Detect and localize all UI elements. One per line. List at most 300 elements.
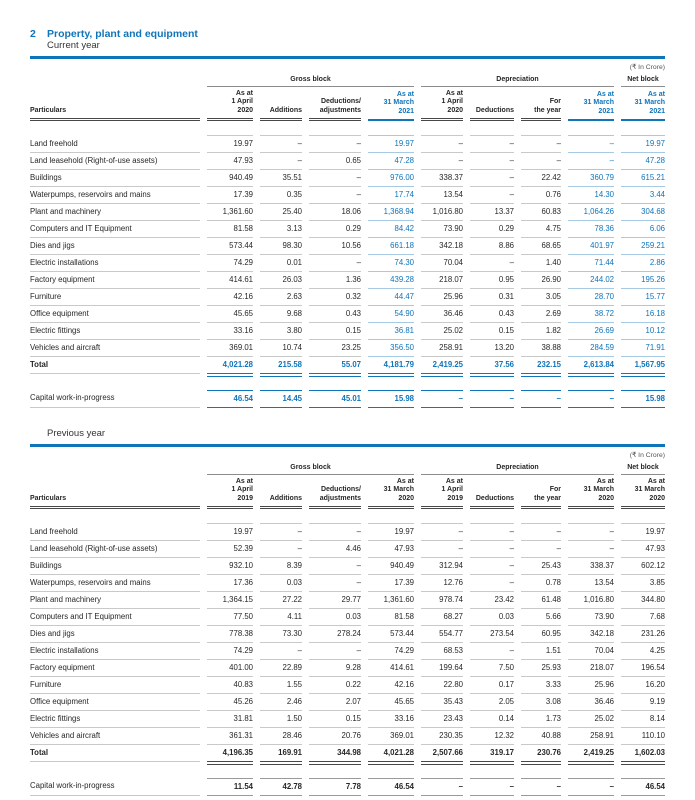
- cell-value: 196.54: [621, 660, 665, 677]
- previous-year-caption: Previous year: [47, 428, 106, 439]
- table-row: [30, 609, 665, 626]
- cell-value: 0.95: [470, 272, 514, 289]
- cell-value: 615.21: [621, 170, 665, 187]
- row-label: Factory equipment: [30, 272, 200, 289]
- total-value: 2,419.25: [421, 357, 463, 374]
- cell-value: 33.16: [207, 323, 253, 340]
- column-header: As at 31 March 2020: [568, 478, 614, 510]
- table-row: [30, 694, 665, 711]
- cell-value: 73.90: [568, 609, 614, 626]
- cell-value: 47.93: [621, 541, 665, 558]
- row-label: Vehicles and aircraft: [30, 340, 200, 357]
- table-row: [30, 575, 665, 592]
- cell-value: 81.58: [368, 609, 414, 626]
- cell-value: 47.93: [368, 541, 414, 558]
- cell-value: 25.96: [421, 289, 463, 306]
- cell-value: 342.18: [568, 626, 614, 643]
- cell-value: 19.97: [368, 136, 414, 153]
- total-value: 1,602.03: [621, 745, 665, 762]
- cell-value: 1.40: [521, 255, 561, 272]
- lead-cell: [421, 509, 463, 524]
- cell-value: 45.65: [368, 694, 414, 711]
- cell-value: 13.54: [568, 575, 614, 592]
- cell-value: 3.85: [621, 575, 665, 592]
- cell-value: 10.56: [309, 238, 361, 255]
- cell-value: 25.43: [521, 558, 561, 575]
- cell-value: 13.37: [470, 204, 514, 221]
- row-label: Land leasehold (Right-of-use assets): [30, 541, 200, 558]
- table-row: [30, 221, 665, 238]
- cell-value: 40.83: [207, 677, 253, 694]
- cell-value: 28.70: [568, 289, 614, 306]
- row-label: Computers and IT Equipment: [30, 609, 200, 626]
- row-label: Office equipment: [30, 694, 200, 711]
- cell-value: 4.46: [309, 541, 361, 558]
- table-row: [30, 643, 665, 660]
- table-row: [30, 306, 665, 323]
- total-row: [30, 745, 665, 762]
- cell-value: 36.46: [421, 306, 463, 323]
- cell-value: 0.15: [309, 711, 361, 728]
- total-spacer-cell: [621, 762, 665, 765]
- table-row: [30, 728, 665, 745]
- cell-value: 342.18: [421, 238, 463, 255]
- cell-value: 27.22: [260, 592, 302, 609]
- cell-value: 2.63: [260, 289, 302, 306]
- cell-value: 26.90: [521, 272, 561, 289]
- cwip-value: –: [421, 390, 463, 408]
- cell-value: –: [309, 643, 361, 660]
- cell-value: 78.36: [568, 221, 614, 238]
- cell-value: 3.08: [521, 694, 561, 711]
- cell-value: –: [568, 541, 614, 558]
- cell-value: 0.15: [470, 323, 514, 340]
- cell-value: 1,016.80: [568, 592, 614, 609]
- cell-value: 45.65: [207, 306, 253, 323]
- cell-value: 20.76: [309, 728, 361, 745]
- cell-value: 19.97: [621, 136, 665, 153]
- cell-value: 304.68: [621, 204, 665, 221]
- cell-value: 16.20: [621, 677, 665, 694]
- total-value: 169.91: [260, 745, 302, 762]
- row-label: Buildings: [30, 558, 200, 575]
- cell-value: –: [260, 643, 302, 660]
- cell-value: 978.74: [421, 592, 463, 609]
- lead-cell: [207, 121, 253, 136]
- cell-value: –: [260, 541, 302, 558]
- cell-value: 36.46: [568, 694, 614, 711]
- table-row: [30, 677, 665, 694]
- cell-value: 9.68: [260, 306, 302, 323]
- column-header: As at 1 April 2020: [207, 90, 253, 122]
- particulars-header: Particulars: [30, 478, 200, 510]
- cell-value: 74.29: [368, 643, 414, 660]
- cell-value: 1,064.26: [568, 204, 614, 221]
- cell-value: 25.40: [260, 204, 302, 221]
- cell-value: –: [421, 541, 463, 558]
- cell-value: 244.02: [568, 272, 614, 289]
- cell-value: 81.58: [207, 221, 253, 238]
- cell-value: 47.28: [368, 153, 414, 170]
- cwip-row: [30, 778, 665, 796]
- cell-value: 4.75: [521, 221, 561, 238]
- row-label: Land leasehold (Right-of-use assets): [30, 153, 200, 170]
- column-header: As at 31 March 2021: [621, 90, 665, 122]
- cell-value: 8.14: [621, 711, 665, 728]
- total-spacer-cell: [260, 762, 302, 765]
- row-label: Plant and machinery: [30, 204, 200, 221]
- total-spacer-cell: [470, 762, 514, 765]
- cell-value: 0.31: [470, 289, 514, 306]
- cell-value: 7.68: [621, 609, 665, 626]
- column-header: As at 1 April 2020: [421, 90, 463, 122]
- cell-value: 9.28: [309, 660, 361, 677]
- cell-value: 71.44: [568, 255, 614, 272]
- cell-value: 0.43: [470, 306, 514, 323]
- cell-value: 0.03: [260, 575, 302, 592]
- cwip-label: Capital work-in-progress: [30, 778, 200, 796]
- cwip-value: 46.54: [621, 778, 665, 796]
- cell-value: –: [470, 170, 514, 187]
- cell-value: 414.61: [207, 272, 253, 289]
- total-value: 37.56: [470, 357, 514, 374]
- cell-value: 23.25: [309, 340, 361, 357]
- total-spacer-cell: [568, 762, 614, 765]
- row-label: Electric fittings: [30, 323, 200, 340]
- cell-value: 0.22: [309, 677, 361, 694]
- cell-value: 10.74: [260, 340, 302, 357]
- cwip-value: 15.98: [368, 390, 414, 408]
- cell-value: 661.18: [368, 238, 414, 255]
- cell-value: 22.42: [521, 170, 561, 187]
- total-spacer-cell: [368, 374, 414, 377]
- total-value: 55.07: [309, 357, 361, 374]
- row-label: Waterpumps, reservoirs and mains: [30, 187, 200, 204]
- group-label: Depreciation: [421, 464, 614, 475]
- column-header: As at 31 March 2021: [568, 90, 614, 122]
- column-header: As at 31 March 2021: [368, 90, 414, 122]
- cell-value: 44.47: [368, 289, 414, 306]
- cell-value: 54.90: [368, 306, 414, 323]
- section-heading: [30, 28, 665, 52]
- lead-cell: [309, 121, 361, 136]
- total-label: Total: [30, 745, 200, 762]
- lead-cell: [368, 121, 414, 136]
- cell-value: 439.28: [368, 272, 414, 289]
- column-header: As at 31 March 2020: [621, 478, 665, 510]
- cell-value: 25.93: [521, 660, 561, 677]
- total-value: 344.98: [309, 745, 361, 762]
- total-value: 2,613.84: [568, 357, 614, 374]
- cell-value: 0.03: [470, 609, 514, 626]
- cell-value: 0.32: [309, 289, 361, 306]
- cell-value: –: [521, 524, 561, 541]
- row-label: Land freehold: [30, 136, 200, 153]
- cell-value: 312.94: [421, 558, 463, 575]
- total-value: 232.15: [521, 357, 561, 374]
- table-row: [30, 289, 665, 306]
- cell-value: 13.54: [421, 187, 463, 204]
- column-header: Deductions/ adjustments: [309, 478, 361, 510]
- total-row: [30, 357, 665, 374]
- total-value: 4,196.35: [207, 745, 253, 762]
- table-gap: [30, 765, 665, 778]
- table-row: [30, 153, 665, 170]
- cell-value: 0.76: [521, 187, 561, 204]
- total-value: 1,567.95: [621, 357, 665, 374]
- cell-value: 3.44: [621, 187, 665, 204]
- row-label: Waterpumps, reservoirs and mains: [30, 575, 200, 592]
- cell-value: 3.33: [521, 677, 561, 694]
- cell-value: 3.13: [260, 221, 302, 238]
- table-group-row: [30, 464, 665, 475]
- group-label: Net block: [621, 76, 665, 87]
- table-row: [30, 558, 665, 575]
- cell-value: 0.29: [309, 221, 361, 238]
- total-value: 4,021.28: [207, 357, 253, 374]
- total-spacer-cell: [421, 762, 463, 765]
- cell-value: 273.54: [470, 626, 514, 643]
- group-label: Net block: [621, 464, 665, 475]
- cell-value: 19.97: [368, 524, 414, 541]
- cell-value: 70.04: [568, 643, 614, 660]
- cell-value: 2.05: [470, 694, 514, 711]
- cell-value: 1,361.60: [368, 592, 414, 609]
- group-label: Gross block: [207, 76, 414, 87]
- group-blank: [30, 464, 200, 475]
- lead-cell: [470, 509, 514, 524]
- cell-value: 0.17: [470, 677, 514, 694]
- cell-value: 932.10: [207, 558, 253, 575]
- cell-value: –: [568, 524, 614, 541]
- cell-value: 98.30: [260, 238, 302, 255]
- table-row: [30, 340, 665, 357]
- row-label: Vehicles and aircraft: [30, 728, 200, 745]
- cell-value: 1,364.15: [207, 592, 253, 609]
- cell-value: 17.74: [368, 187, 414, 204]
- total-spacer-cell: [309, 762, 361, 765]
- lead-cell: [621, 121, 665, 136]
- row-label: Office equipment: [30, 306, 200, 323]
- lead-cell: [421, 121, 463, 136]
- cell-value: 1.36: [309, 272, 361, 289]
- lead-cell: [470, 121, 514, 136]
- cell-value: 0.15: [309, 323, 361, 340]
- cwip-value: 11.54: [207, 778, 253, 796]
- row-label: Furniture: [30, 677, 200, 694]
- table-row: [30, 660, 665, 677]
- cell-value: 0.29: [470, 221, 514, 238]
- cell-value: 74.29: [207, 643, 253, 660]
- cell-value: 17.36: [207, 575, 253, 592]
- lead-cell: [260, 509, 302, 524]
- cell-value: 338.37: [421, 170, 463, 187]
- row-label: Electric installations: [30, 643, 200, 660]
- row-label: Dies and jigs: [30, 238, 200, 255]
- total-spacer-cell: [207, 374, 253, 377]
- cwip-value: –: [521, 390, 561, 408]
- table-row: [30, 136, 665, 153]
- total-spacer-cell: [470, 374, 514, 377]
- cell-value: 42.16: [207, 289, 253, 306]
- cell-value: 35.43: [421, 694, 463, 711]
- cell-value: 360.79: [568, 170, 614, 187]
- cell-value: 344.80: [621, 592, 665, 609]
- column-header: Additions: [260, 90, 302, 122]
- unit-note-current: (₹ In Crore): [629, 63, 665, 71]
- total-spacer-cell: [309, 374, 361, 377]
- cwip-value: –: [470, 390, 514, 408]
- cell-value: 361.31: [207, 728, 253, 745]
- cell-value: –: [260, 153, 302, 170]
- cell-value: 60.83: [521, 204, 561, 221]
- total-spacer-cell: [30, 374, 200, 377]
- cell-value: –: [421, 136, 463, 153]
- table-row: [30, 204, 665, 221]
- cell-value: 40.88: [521, 728, 561, 745]
- current-year-table: [30, 76, 665, 409]
- section-title: Property, plant and equipment: [47, 28, 198, 40]
- section-rule: [30, 56, 665, 59]
- group-blank: [30, 76, 200, 87]
- cell-value: 60.95: [521, 626, 561, 643]
- cell-value: 778.38: [207, 626, 253, 643]
- cell-value: 73.90: [421, 221, 463, 238]
- cell-value: 369.01: [207, 340, 253, 357]
- cwip-value: 7.78: [309, 778, 361, 796]
- cell-value: 7.50: [470, 660, 514, 677]
- column-header: As at 1 April 2019: [421, 478, 463, 510]
- table-row: [30, 323, 665, 340]
- cell-value: 1,361.60: [207, 204, 253, 221]
- total-spacer-cell: [521, 762, 561, 765]
- total-double-rule: [30, 374, 665, 377]
- particulars-header: Particulars: [30, 90, 200, 122]
- cell-value: 284.59: [568, 340, 614, 357]
- cell-value: 47.93: [207, 153, 253, 170]
- table-header-row: [30, 90, 665, 122]
- cell-value: 36.81: [368, 323, 414, 340]
- lead-cell: [568, 121, 614, 136]
- column-header: Additions: [260, 478, 302, 510]
- cell-value: 414.61: [368, 660, 414, 677]
- cell-value: –: [470, 153, 514, 170]
- cell-value: 28.46: [260, 728, 302, 745]
- table-row: [30, 187, 665, 204]
- cell-value: 16.18: [621, 306, 665, 323]
- cell-value: 25.02: [568, 711, 614, 728]
- table-lead-row: [30, 509, 665, 524]
- lead-cell: [568, 509, 614, 524]
- cell-value: 33.16: [368, 711, 414, 728]
- previous-year-heading: [30, 428, 665, 447]
- section-heading-text: [47, 28, 198, 52]
- total-value: 319.17: [470, 745, 514, 762]
- table-row: [30, 238, 665, 255]
- cell-value: –: [521, 541, 561, 558]
- row-label: Dies and jigs: [30, 626, 200, 643]
- cell-value: 47.28: [621, 153, 665, 170]
- cwip-value: –: [470, 778, 514, 796]
- cell-value: 74.29: [207, 255, 253, 272]
- table-lead-row: [30, 121, 665, 136]
- cell-value: 230.35: [421, 728, 463, 745]
- cell-value: –: [521, 153, 561, 170]
- row-label: Plant and machinery: [30, 592, 200, 609]
- total-spacer-cell: [368, 762, 414, 765]
- lead-cell: [207, 509, 253, 524]
- column-header: For the year: [521, 90, 561, 122]
- cell-value: 258.91: [568, 728, 614, 745]
- cwip-value: 42.78: [260, 778, 302, 796]
- cell-value: 12.76: [421, 575, 463, 592]
- cell-value: 3.05: [521, 289, 561, 306]
- cell-value: –: [470, 136, 514, 153]
- cwip-row: [30, 390, 665, 408]
- cell-value: 71.91: [621, 340, 665, 357]
- lead-cell: [260, 121, 302, 136]
- cell-value: 401.00: [207, 660, 253, 677]
- table-row: [30, 524, 665, 541]
- cell-value: 4.11: [260, 609, 302, 626]
- total-spacer-cell: [521, 374, 561, 377]
- cwip-value: –: [568, 778, 614, 796]
- lead-cell: [309, 509, 361, 524]
- cell-value: 573.44: [207, 238, 253, 255]
- cell-value: 13.20: [470, 340, 514, 357]
- cell-value: 18.06: [309, 204, 361, 221]
- cell-value: 258.91: [421, 340, 463, 357]
- cell-value: 1,368.94: [368, 204, 414, 221]
- cell-value: 10.12: [621, 323, 665, 340]
- table-row: [30, 255, 665, 272]
- cell-value: 77.50: [207, 609, 253, 626]
- cell-value: 0.78: [521, 575, 561, 592]
- cell-value: 218.07: [421, 272, 463, 289]
- cell-value: 9.19: [621, 694, 665, 711]
- group-label: Depreciation: [421, 76, 614, 87]
- cell-value: –: [260, 136, 302, 153]
- cwip-value: –: [568, 390, 614, 408]
- cell-value: 369.01: [368, 728, 414, 745]
- cell-value: 31.81: [207, 711, 253, 728]
- cell-value: 940.49: [207, 170, 253, 187]
- column-header: As at 1 April 2019: [207, 478, 253, 510]
- row-label: Buildings: [30, 170, 200, 187]
- cell-value: 68.53: [421, 643, 463, 660]
- cell-value: 15.77: [621, 289, 665, 306]
- cell-value: 17.39: [368, 575, 414, 592]
- total-value: 4,181.79: [368, 357, 414, 374]
- total-spacer-cell: [421, 374, 463, 377]
- cell-value: 573.44: [368, 626, 414, 643]
- table-row: [30, 592, 665, 609]
- cell-value: 14.30: [568, 187, 614, 204]
- total-spacer-cell: [30, 762, 200, 765]
- cwip-value: –: [521, 778, 561, 796]
- cell-value: 29.77: [309, 592, 361, 609]
- cell-value: –: [470, 558, 514, 575]
- lead-cell: [30, 121, 200, 136]
- cell-value: 218.07: [568, 660, 614, 677]
- total-value: 2,419.25: [568, 745, 614, 762]
- cell-value: –: [470, 541, 514, 558]
- cell-value: 0.14: [470, 711, 514, 728]
- cell-value: 2.46: [260, 694, 302, 711]
- table-gap: [30, 377, 665, 390]
- cell-value: 19.97: [207, 136, 253, 153]
- table-row: [30, 626, 665, 643]
